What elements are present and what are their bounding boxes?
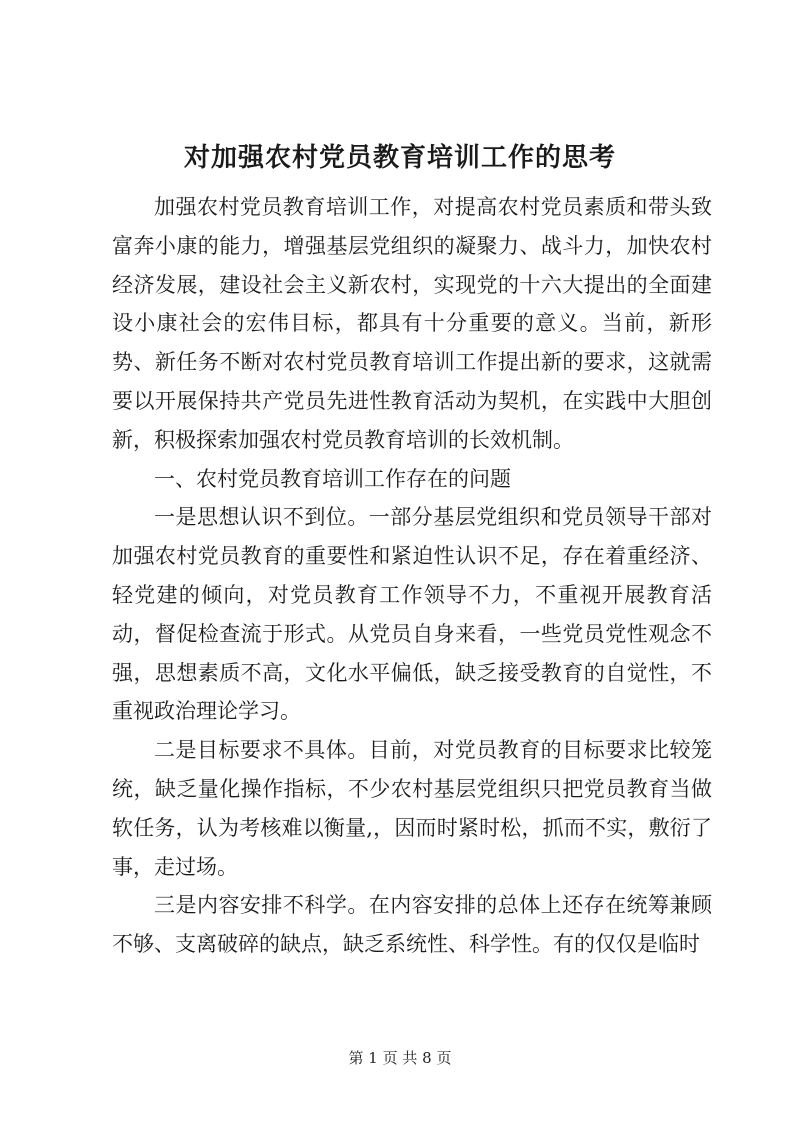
document-body [112, 188, 712, 964]
paragraph-intro: 加强农村党员教育培训工作，对提高农村党员素质和带头致富奔小康的能力，增强基层党组织的凝聚力、战斗力，加快农村经济发展，建设社会主义新农村，实现党的十六大提出的全面建设小康社会的宏伟目标，都具有十分重要的意义。当前，新形势、新任务不断对农村党员教育培训工作提出新的要求，这就需要以开展保持共产党员先进性教育活动为契机，在实践中大胆创新，积极探索加强农村党员教育培训的长效机制。 [112, 195, 712, 452]
paragraph-point-3: 三是内容安排不科学。在内容安排的总体上还存在统筹兼顾不够、支离破碎的缺点，缺乏系统性、科学性。有的仅仅是临时 [112, 893, 712, 957]
page-footer: 第 1 页 共 8 页 [348, 1049, 452, 1067]
paragraph-point-1: 一是思想认识不到位。一部分基层党组织和党员领导干部对加强农村党员教育的重要性和紧迫性认识不足，存在着重经济、轻党建的倾向，对党员教育工作领导不力，不重视开展教育活动，督促检查流于形式。从党员自身来看，一些党员党性观念不强，思想素质不高，文化水平偏低，缺乏接受教育的自觉性，不重视政治理论学习。 [112, 505, 712, 724]
section-heading-problems: 一、农村党员教育培训工作存在的问题 [154, 466, 511, 491]
paragraph-point-2: 二是目标要求不具体。目前，对党员教育的目标要求比较笼统，缺乏量化操作指标，不少农村基层党组织只把党员教育当做软任务，认为考核难以衡量,，因而时紧时松，抓而不实，敷衍了事，走过场。 [112, 738, 712, 879]
document-title: 对加强农村党员教育培训工作的思考 [183, 143, 616, 173]
